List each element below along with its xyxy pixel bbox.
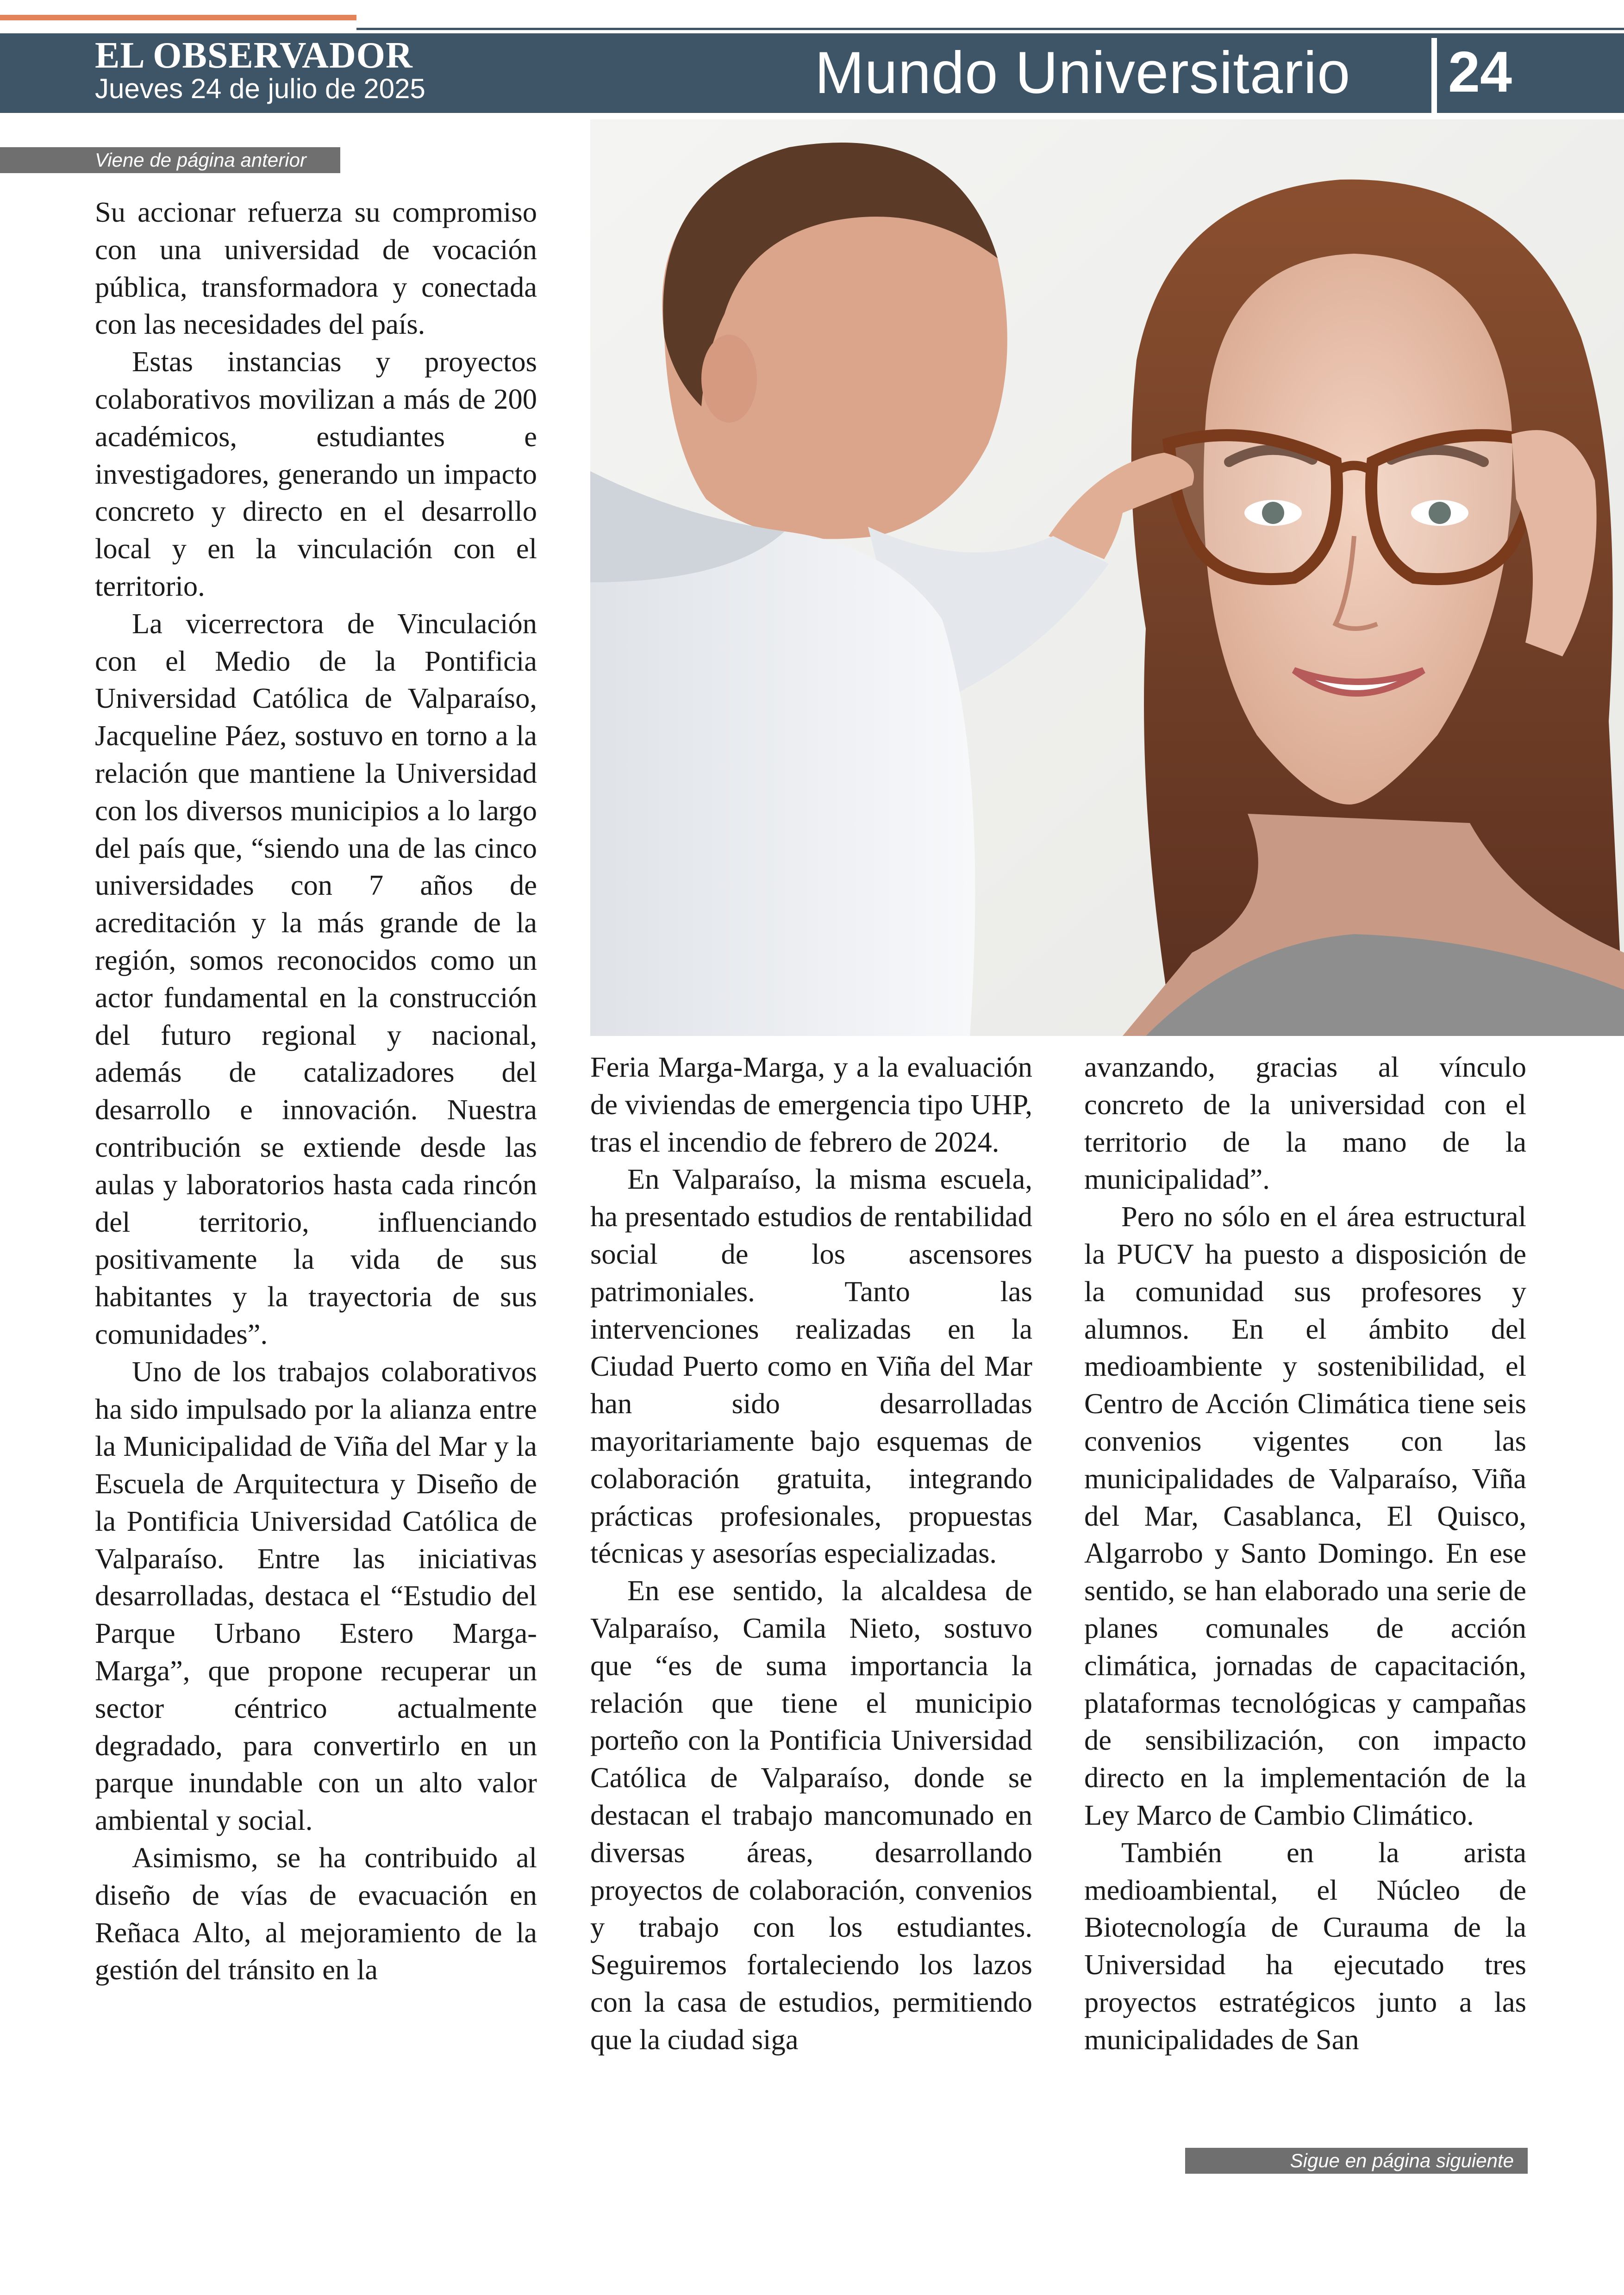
paragraph: Su accionar refuerza su compromiso con una universidad de vocación pública, transformadora y conectada con las necesidades del país. — [95, 196, 537, 341]
header-rule — [356, 28, 1624, 30]
photo-optometrist-fitting-glasses-icon — [590, 119, 1624, 1036]
article-photo — [590, 119, 1624, 1036]
paragraph: avanzando, gracias al vínculo concreto de la universidad con el territorio de la mano de la municipalidad”. — [1084, 1051, 1526, 1196]
paragraph: En ese sentido, la alcaldesa de Valparaíso, Camila Nieto, sostuvo que “es de suma importancia la relación que tiene el municipio porteño con la Pontificia Universidad Católica de Valparaíso, donde se destacan el trabajo mancomunado en diversas áreas, desarrollando proyectos de colaboración, convenios y trabajo con los estudiantes. Seguiremos fortaleciendo los lazos con la casa de estudios, permitiendo que la ciudad siga — [590, 1574, 1032, 2056]
article-column-3 — [1084, 1048, 1526, 2132]
continues-on-label: Sigue en página siguiente — [1185, 2148, 1528, 2174]
newspaper-name: EL OBSERVADOR — [95, 35, 413, 76]
paragraph: Uno de los trabajos colaborativos ha sido impulsado por la alianza entre la Municipalidad de Viña del Mar y la Escuela de Arquitectura y Diseño de la Pontificia Universidad Católica de Valparaíso. Entre las iniciativas desarrolladas, destaca el “Estudio del Parque Urbano Estero Marga-Marga”, que propone recuperar un sector céntrico actualmente degradado, para convertirlo en un parque inundable con un alto valor ambiental y social. — [95, 1355, 537, 1837]
paragraph: Feria Marga-Marga, y a la evaluación de viviendas de emergencia tipo UHP, tras el incendio de febrero de 2024. — [590, 1051, 1032, 1158]
issue-date: Jueves 24 de julio de 2025 — [95, 73, 425, 104]
paragraph: Estas instancias y proyectos colaborativos movilizan a más de 200 académicos, estudiantes e investigadores, generando un impacto concreto y directo en el desarrollo local y en la vinculación con el territorio. — [95, 345, 537, 602]
paragraph: En Valparaíso, la misma escuela, ha presentado estudios de rentabilidad social de los ascensores patrimoniales. Tanto las intervenciones realizadas en la Ciudad Puerto como en Viña del Mar han sido desarrolladas mayoritariamente bajo esquemas de colaboración gratuita, integrando prácticas profesionales, propuestas técnicas y asesorías especializadas. — [590, 1163, 1032, 1570]
section-title: Mundo Universitario — [815, 40, 1351, 106]
paragraph: Pero no sólo en el área estructural la PUCV ha puesto a disposición de la comunidad sus profesores y alumnos. En el ámbito del medioambiente y sostenibilidad, el Centro de Acción Climática tiene seis convenios vigentes con las municipalidades de Valparaíso, Viña del Mar, Casablanca, El Quisco, Algarrobo y Santo Domingo. En ese sentido, se han elaborado una serie de planes comunales de acción climática, jornadas de capacitación, plataformas tecnológicas y campañas de sensibilización, con impacto directo en la implementación de la Ley Marco de Cambio Climático. — [1084, 1200, 1526, 1831]
article-column-1 — [95, 193, 537, 2156]
page-number: 24 — [1448, 40, 1512, 104]
section-divider — [1431, 38, 1437, 113]
paragraph: La vicerrectora de Vinculación con el Medio de la Pontificia Universidad Católica de Valparaíso, Jacqueline Páez, sostuvo en torno a la relación que mantiene la Universidad con los diversos municipios a lo largo del país que, “siendo una de las cinco universidades con 7 años de acreditación y la más grande de la región, somos reconocidos como un actor fundamental en la construcción del futuro regional y nacional, además de catalizadores del desarrollo e innovación. Nuestra contribución se extiende desde las aulas y laboratorios hasta cada rincón del territorio, influenciando positivamente la vida de sus habitantes y la trayectoria de sus comunidades”. — [95, 607, 537, 1350]
continued-from-label: Viene de página anterior — [0, 147, 340, 173]
header-accent-stripe — [0, 15, 356, 20]
paragraph: También en la arista medioambiental, el Núcleo de Biotecnología de Curauma de la Universidad ha ejecutado tres proyectos estratégicos junto a las municipalidades de San — [1084, 1836, 1526, 2056]
paragraph: Asimismo, se ha contribuido al diseño de vías de evacuación en Reñaca Alto, al mejoramiento de la gestión del tránsito en la — [95, 1841, 537, 1986]
article-column-2 — [590, 1048, 1032, 2169]
